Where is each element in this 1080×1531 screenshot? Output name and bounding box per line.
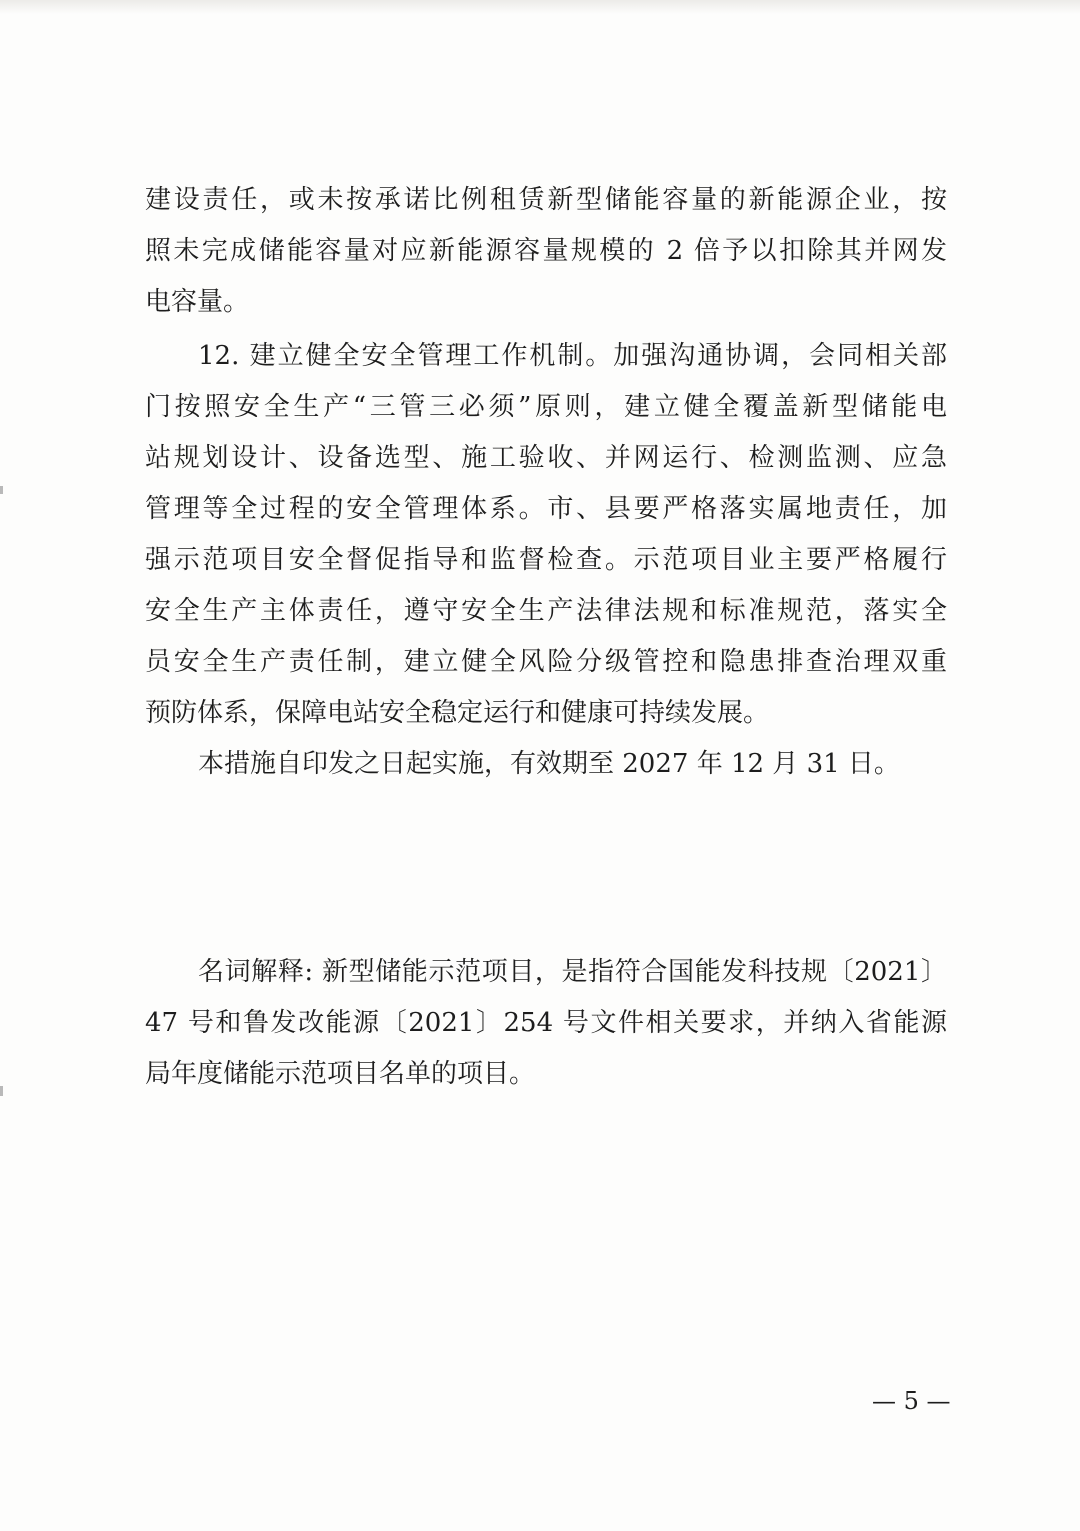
- text-line: 电容量。: [145, 287, 250, 317]
- text-line: 照未完成储能容量对应新能源容量规模的 2 倍予以扣除其并网发: [145, 236, 947, 266]
- text-line: 门按照安全生产“三管三必须”原则，建立健全覆盖新型储能电: [145, 392, 947, 422]
- scan-edge-mark: [0, 1086, 3, 1096]
- text-line: 预防体系，保障电站安全稳定运行和健康可持续发展。: [145, 698, 770, 728]
- text-line: 建设责任，或未按承诺比例租赁新型储能容量的新能源企业，按: [145, 185, 947, 215]
- glossary-line: 局年度储能示范项目名单的项目。: [145, 1059, 536, 1089]
- text-line: 管理等全过程的安全管理体系。市、县要严格落实属地责任，加: [145, 494, 947, 524]
- text-line: 安全生产主体责任，遵守安全生产法律法规和标准规范，落实全: [145, 596, 947, 626]
- glossary-line: 47 号和鲁发改能源〔2021〕254 号文件相关要求，并纳入省能源: [145, 1008, 947, 1038]
- scan-top-shadow: [0, 0, 1080, 14]
- scan-edge-mark: [0, 486, 3, 494]
- text-line: 站规划设计、设备选型、施工验收、并网运行、检测监测、应急: [145, 443, 947, 473]
- text-line: 员安全生产责任制，建立健全风险分级管控和隐患排查治理双重: [145, 647, 947, 677]
- text-line: 12. 建立健全安全管理工作机制。加强沟通协调，会同相关部: [198, 341, 947, 371]
- page-number: — 5 —: [872, 1387, 951, 1415]
- glossary-line: 名词解释: 新型储能示范项目，是指符合国能发科技规〔2021〕: [198, 957, 947, 987]
- text-line: 本措施自印发之日起实施，有效期至 2027 年 12 月 31 日。: [198, 749, 900, 779]
- text-line: 强示范项目安全督促指导和监督检查。示范项目业主要严格履行: [145, 545, 947, 575]
